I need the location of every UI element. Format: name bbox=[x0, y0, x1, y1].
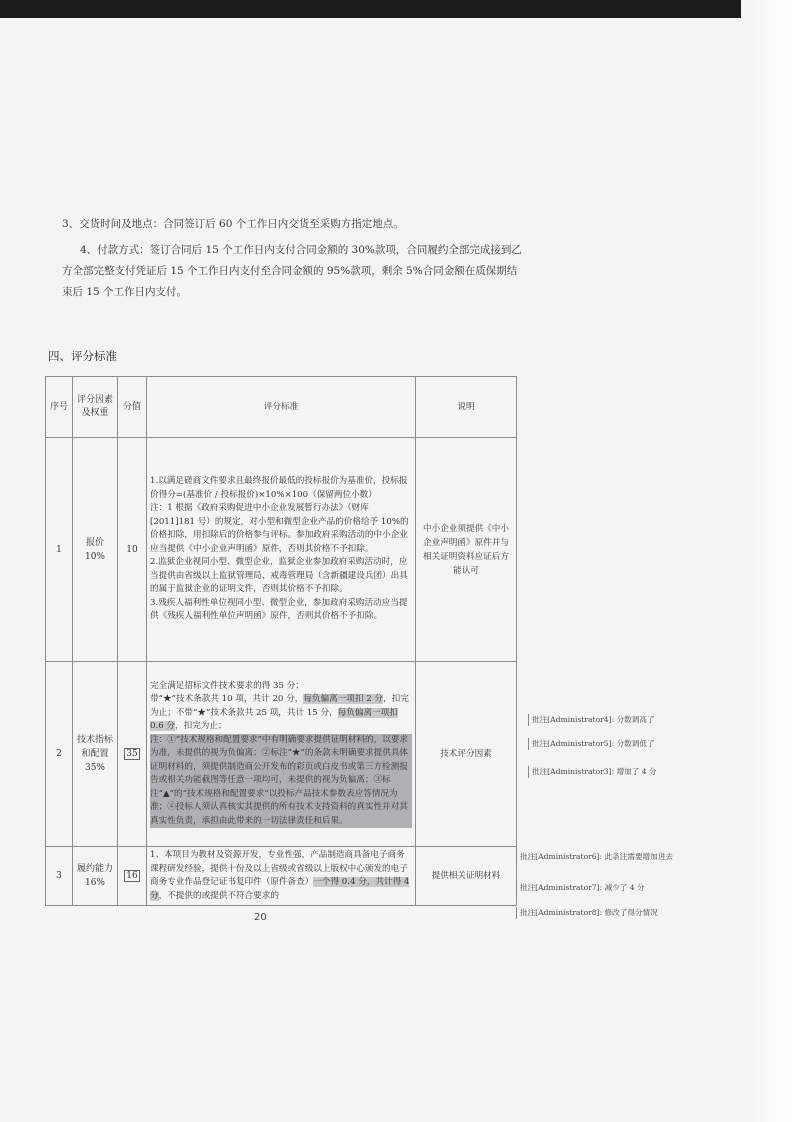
row-score-cell bbox=[118, 662, 147, 847]
header-criteria: 评分标准 bbox=[147, 377, 416, 438]
criteria-text: ，扣完为止；不带“★”技术条款共 25 项，共计 15 分， bbox=[150, 694, 409, 718]
row-note: 提供相关证明材料 bbox=[416, 847, 517, 906]
row-no: 3 bbox=[46, 847, 73, 906]
comment-author: 批注[Administrator3]: bbox=[532, 767, 615, 776]
row-score: 35 bbox=[126, 749, 138, 759]
row-score: 10 bbox=[118, 438, 147, 662]
comment-marker bbox=[516, 907, 517, 919]
comment-text: 分数调高了 bbox=[616, 715, 655, 724]
row-factor: 报价 10% bbox=[73, 438, 118, 662]
criteria-text: ，扣完为止； bbox=[175, 721, 227, 732]
highlighted-text: 每负偏离一项扣 0.6 分 bbox=[150, 707, 398, 732]
criteria-line: 2.监狱企业视同小型、微型企业，监狱企业参加政府采购活动时，应当提供由省级以上监狱管理局、戒毒管理局（含新疆建设兵团）出具的属于监狱企业的证明文件，否则其价格不予扣除。 bbox=[150, 557, 408, 595]
comment-author: 批注[Administrator4]: bbox=[532, 715, 615, 724]
scanner-top-border bbox=[0, 0, 793, 18]
criteria-line: 注：1 根据《政府采购促进中小企业发展暂行办法》（财库[2011]181 号）的规定，对小型和微型企业产品的价格给予 10%的价格扣除，用扣除后的价格参与评标。参加政府采购活动的中小企业应当提供《中小企业声明函》原件，否则其价格不予扣除。 bbox=[150, 503, 409, 554]
delivery-clause: 3、交货时间及地点：合同签订后 60 个工作日内交货至采购方指定地点。 bbox=[62, 218, 404, 230]
review-comment[interactable] bbox=[528, 714, 655, 726]
row-no: 1 bbox=[46, 438, 73, 662]
page-number: 20 bbox=[254, 912, 267, 923]
comment-marker bbox=[516, 882, 517, 894]
comment-marker bbox=[528, 766, 529, 778]
row-score-cell bbox=[118, 847, 147, 906]
review-comment[interactable] bbox=[516, 882, 645, 894]
highlighted-text: 一个得 0.4 分，共计得 4 分 bbox=[150, 877, 410, 901]
row-no: 2 bbox=[46, 662, 73, 847]
comment-text: 此条注需要增加进去 bbox=[604, 852, 673, 861]
header-factor: 评分因素及权重 bbox=[73, 377, 118, 438]
comment-author: 批注[Administrator7]: bbox=[520, 883, 603, 892]
comment-marker bbox=[528, 714, 529, 726]
header-note: 说明 bbox=[416, 377, 517, 438]
header-no: 序号 bbox=[46, 377, 73, 438]
table-row bbox=[46, 438, 517, 662]
criteria-line: 3.残疾人福利性单位视同小型、微型企业，参加政府采购活动应当提供《残疾人福利性单位声明函》原件，否则其价格不予扣除。 bbox=[150, 597, 408, 622]
criteria-text: 带“★”技术条款共 10 项，共计 20 分， bbox=[150, 694, 304, 705]
row-factor: 技术指标和配置 35% bbox=[73, 662, 118, 847]
review-comment[interactable] bbox=[528, 738, 655, 750]
scoring-table bbox=[45, 376, 517, 906]
criteria-line: 1.以满足磋商文件要求且最终报价最低的投标报价为基准价，投标报价得分=(基准价 / 投标报价)×10%×100（保留两位小数） bbox=[150, 476, 408, 500]
highlighted-note: 注：①“技术规格和配置要求”中有明确要求提供证明材料的，以要求为准，未提供的视为负偏离；②标注“★”的条款未明确要求提供具体证明材料的，须提供制造商公开发布的彩页或白皮书或第三方检测报告或相关功能截图等任意一项均可，未提供的视为负偏离；③标注“▲”的“技术规格和配置要求”以投标产品技术参数表应答情况为准；④投标人须认真核实其提供的所有技术支持资料的真实性并对其真实性负责，承担由此带来的一切法律责任和后果。 bbox=[150, 734, 412, 829]
review-comment[interactable] bbox=[516, 851, 673, 863]
comment-author: 批注[Administrator8]: bbox=[520, 908, 603, 917]
comment-author: 批注[Administrator5]: bbox=[532, 739, 615, 748]
table-header-row bbox=[46, 377, 517, 438]
review-comment[interactable] bbox=[516, 907, 658, 919]
highlighted-text: 每负偏离一项扣 2 分 bbox=[303, 694, 383, 705]
section-title: 四、评分标准 bbox=[48, 349, 117, 363]
row-criteria bbox=[147, 847, 416, 906]
header-score: 分值 bbox=[118, 377, 147, 438]
comment-marker bbox=[516, 851, 517, 863]
row-criteria bbox=[147, 662, 416, 847]
comment-marker bbox=[528, 738, 529, 750]
criteria-text: ，不提供的或提供不符合要求的 bbox=[158, 890, 279, 901]
criteria-line: 完全满足招标文件技术要求的得 35 分； bbox=[150, 680, 304, 691]
criteria-text: 1、本项目为教材及资源开发，专业性强，产品制造商具备电子商务课程研发经验，提供十份及以上省级或省级以上版权中心颁发的电子商务专业作品登记证书复印件（原件备查） bbox=[150, 850, 408, 887]
row-factor: 履约能力 16% bbox=[73, 847, 118, 906]
payment-clause: 4、付款方式：签订合同后 15 个工作日内支付合同金额的 30%款项，合同履约全部完成接到乙方全部完整支付凭证后 15 个工作日内支付至合同金额的 95%款项，剩余 5%合同金额在质保期结束后 15 个工作日内支付。 bbox=[62, 244, 522, 298]
comment-text: 分数调低了 bbox=[616, 739, 655, 748]
comment-text: 增加了 4 分 bbox=[616, 767, 657, 776]
comment-author: 批注[Administrator6]: bbox=[520, 852, 603, 861]
table-row bbox=[46, 662, 517, 847]
review-comment[interactable] bbox=[528, 766, 657, 778]
comment-text: 修改了得分情况 bbox=[604, 908, 658, 917]
row-note: 技术评分因素 bbox=[416, 662, 517, 847]
row-note: 中小企业须提供《中小企业声明函》原件并与相关证明资料应证后方能认可 bbox=[416, 438, 517, 662]
row-criteria bbox=[147, 438, 416, 662]
page-right-margin bbox=[741, 0, 793, 1122]
row-score: 16 bbox=[126, 871, 138, 881]
comment-text: 减少了 4 分 bbox=[604, 883, 645, 892]
table-row bbox=[46, 847, 517, 906]
